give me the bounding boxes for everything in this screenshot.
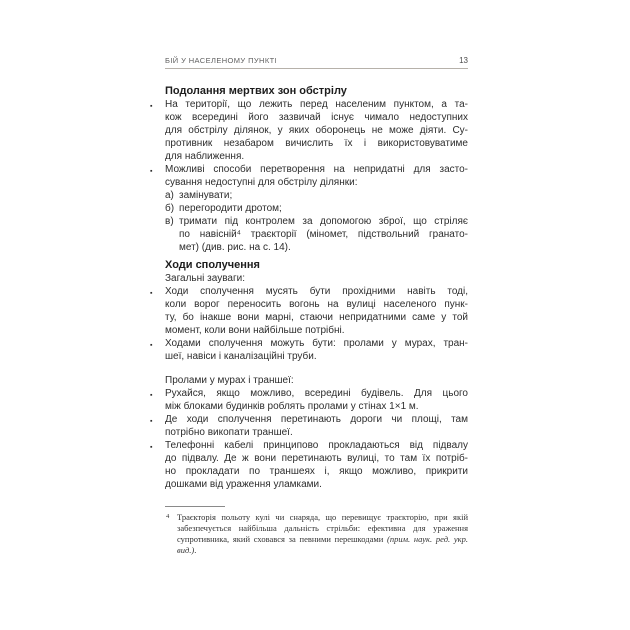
footnote-text-end: . bbox=[194, 545, 197, 555]
text-line: Можливі способи перетворення на непридатні для засто- bbox=[165, 164, 468, 175]
bullet-paragraph bbox=[150, 439, 468, 491]
footnote-rule bbox=[165, 506, 225, 507]
text-line: до підвалу. Де ж вони перетинають вулиці, то там їх потріб- bbox=[165, 453, 468, 464]
text-line: Рухайся, якщо можливо, всередині будівель. Для цього bbox=[165, 388, 468, 399]
subheading-wall-breaches: Пролами у мурах і траншеї: bbox=[165, 375, 294, 386]
bullet-icon: ▪ bbox=[150, 290, 153, 297]
text-line: тримати під контролем за допомогою зброї, що стріляє bbox=[179, 216, 468, 227]
footnote bbox=[165, 506, 468, 556]
text-line: мет) (див. рис. на с. 14). bbox=[179, 242, 291, 253]
list-item-b bbox=[165, 202, 468, 215]
list-marker: в) bbox=[165, 216, 174, 227]
bullet-paragraph bbox=[150, 387, 468, 413]
text-line: На території, що лежить перед населеним пунктом, а та- bbox=[165, 99, 468, 110]
text-line: кож всередині його зазвичай існує чимало недоступних bbox=[165, 112, 468, 123]
bullet-paragraph bbox=[150, 413, 468, 439]
footnote-body bbox=[165, 512, 468, 556]
text-line: для обстрілу ділянок, у яких оборонець не може діяти. Су- bbox=[165, 125, 468, 136]
text-line: шеї, навіси і каналізаційні труби. bbox=[165, 351, 317, 362]
text-line: момент, коли вони найбільше потрібні. bbox=[165, 325, 345, 336]
book-page bbox=[150, 55, 468, 556]
footnote-editor-note: (прим. наук. ред. укр. вид.) bbox=[177, 534, 468, 555]
bullet-icon: ▪ bbox=[150, 392, 153, 399]
text-line: Телефонні кабелі принципово прокладаються від підвалу bbox=[165, 440, 468, 451]
bullet-paragraph bbox=[150, 163, 468, 189]
text-line: між блоками будинків роблять пролами у стінах 1×1 м. bbox=[165, 401, 419, 412]
text-line: ту, бо інакше вони марні, стаючи непридатними саме у той bbox=[165, 312, 468, 323]
text-line: потрібно викопати траншеї. bbox=[165, 427, 293, 438]
text-line: по навісній⁴ траєкторії (міномет, підствольний гранато- bbox=[179, 229, 468, 240]
section-heading-communication-trenches: Ходи сполучення bbox=[165, 259, 260, 271]
bullet-icon: ▪ bbox=[150, 444, 153, 451]
bullet-paragraph bbox=[150, 98, 468, 163]
bullet-icon: ▪ bbox=[150, 168, 153, 175]
text-line: для наближення. bbox=[165, 151, 245, 162]
text-line: коли ворог переносить вогонь на вулиці населеного пунк- bbox=[165, 299, 468, 310]
bullet-icon: ▪ bbox=[150, 418, 153, 425]
footnote-text: Траєкторія польоту кулі чи снаряда, що перевищує траєкторію, при якій забезпечується найбільша дальність стрільби: ефективна для ураження супротивника, який сховався за певними перешкодами bbox=[177, 512, 468, 544]
text-line: Де ходи сполучення перетинають дороги чи площі, там bbox=[165, 414, 468, 425]
text-line: перегородити дротом; bbox=[179, 203, 282, 214]
text-line: но прокладати по траншеях і, якщо можливо, прикрити bbox=[165, 466, 468, 477]
text-line: замінувати; bbox=[179, 190, 233, 201]
text-line: Ходи сполучення мусять бути прохідними навіть тоді, bbox=[165, 286, 468, 297]
text-line: дошками від ураження уламками. bbox=[165, 479, 322, 490]
bullet-paragraph bbox=[150, 285, 468, 337]
section-heading-dead-zones: Подолання мертвих зон обстрілу bbox=[165, 85, 347, 97]
running-header bbox=[165, 55, 468, 69]
text-line: Ходами сполучення можуть бути: пролами у мурах, тран- bbox=[165, 338, 468, 349]
text-line: противник незабаром вичислить їх і використовуватиме bbox=[165, 138, 468, 149]
list-marker: а) bbox=[165, 190, 174, 201]
running-title: БІЙ У НАСЕЛЕНОМУ ПУНКТІ bbox=[165, 56, 278, 65]
list-marker: б) bbox=[165, 203, 175, 214]
bullet-paragraph bbox=[150, 337, 468, 363]
list-item-v bbox=[165, 215, 468, 254]
list-item-a bbox=[165, 189, 468, 202]
section-intro: Загальні зауваги: bbox=[165, 273, 245, 284]
page-number: 13 bbox=[459, 56, 468, 65]
bullet-icon: ▪ bbox=[150, 103, 153, 110]
footnote-marker: 4 bbox=[166, 513, 170, 520]
bullet-icon: ▪ bbox=[150, 342, 153, 349]
text-line: сування недоступні для обстрілу ділянки: bbox=[165, 177, 358, 188]
